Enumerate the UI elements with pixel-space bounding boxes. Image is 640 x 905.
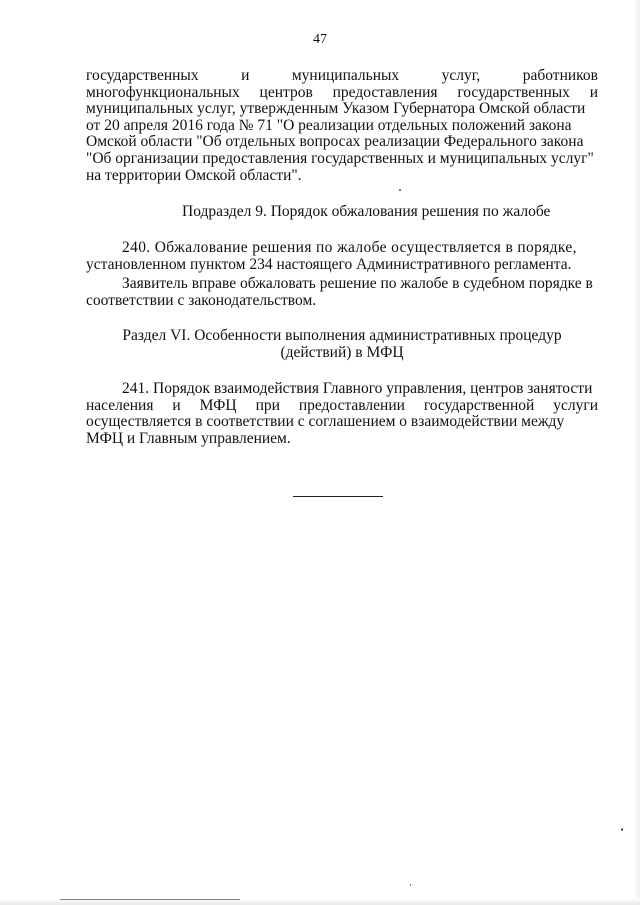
item-241-line-2 — [86, 398, 598, 415]
applicant-line-1: Заявитель вправе обжаловать решение по жалобе в судебном порядке в — [122, 275, 593, 292]
item-241-word: услуги — [553, 396, 598, 414]
section-6-heading — [86, 327, 598, 361]
intro-line-6: "Об организации предоставления государственных и муниципальных услуг" — [86, 149, 594, 167]
end-of-document-rule — [293, 496, 383, 497]
item-241-word: предоставлении — [298, 396, 405, 414]
item-241-line-1: 241. Порядок взаимодействия Главного управления, центров занятости — [122, 380, 593, 397]
intro-line-2 — [86, 85, 598, 102]
scan-bottom-line — [60, 899, 240, 900]
subsection-9-title: Подраздел 9. Порядок обжалования решения по жалобе — [182, 203, 551, 220]
intro-word: работников — [522, 67, 598, 84]
intro-word: и — [241, 67, 250, 84]
applicant-paragraph — [86, 276, 598, 309]
item-241-word: МФЦ — [199, 396, 237, 414]
intro-line-1 — [86, 68, 598, 85]
item-241-word: населения — [86, 396, 154, 414]
section-6-title-line-2: (действий) в МФЦ — [280, 344, 404, 361]
intro-word: услуг, — [441, 67, 481, 84]
item-240 — [86, 240, 598, 273]
applicant-line-2: соответствии с законодательством. — [86, 291, 317, 309]
item-241-line-3: осуществляется в соответствии с соглашением о взаимодействии между — [86, 413, 565, 431]
intro-line-3: муниципальных услуг, утвержденным Указом Губернатора Омской области — [86, 100, 586, 118]
intro-word: предоставления — [332, 83, 438, 101]
intro-paragraph — [86, 68, 598, 184]
item-240-line-1: 240. Обжалование решения по жалобе осуществляется в порядке, — [122, 239, 577, 256]
intro-word: государственных — [457, 83, 570, 101]
intro-line-7: на территории Омской области". — [86, 166, 302, 184]
intro-word: и — [589, 83, 598, 101]
item-241-line-4: МФЦ и Главным управлением. — [86, 429, 291, 447]
item-241-word: и — [172, 396, 181, 414]
section-6-title-line-1: Раздел VI. Особенности выполнения административных процедур — [122, 327, 562, 344]
intro-line-4: от 20 апреля 2016 года № 71 "О реализации отдельных положений закона — [86, 116, 572, 134]
intro-word: государственных — [86, 67, 199, 84]
subsection-9-heading — [86, 203, 598, 220]
scan-speck — [399, 189, 401, 191]
page-number: 47 — [313, 32, 327, 47]
intro-word: центров — [259, 83, 313, 101]
scan-speck — [410, 884, 411, 886]
scan-right-edge — [634, 0, 640, 905]
intro-word: муниципальных — [291, 67, 400, 84]
item-240-line-2: установленном пунктом 234 настоящего Административного регламента. — [86, 255, 572, 273]
item-241-word: государственной — [423, 396, 535, 414]
scan-speck — [621, 828, 623, 831]
intro-word: многофункциональных — [86, 83, 240, 101]
intro-line-5: Омской области "Об отдельных вопросах реализации Федерального закона — [86, 133, 584, 151]
item-241 — [86, 381, 598, 447]
item-241-word: при — [255, 396, 280, 414]
